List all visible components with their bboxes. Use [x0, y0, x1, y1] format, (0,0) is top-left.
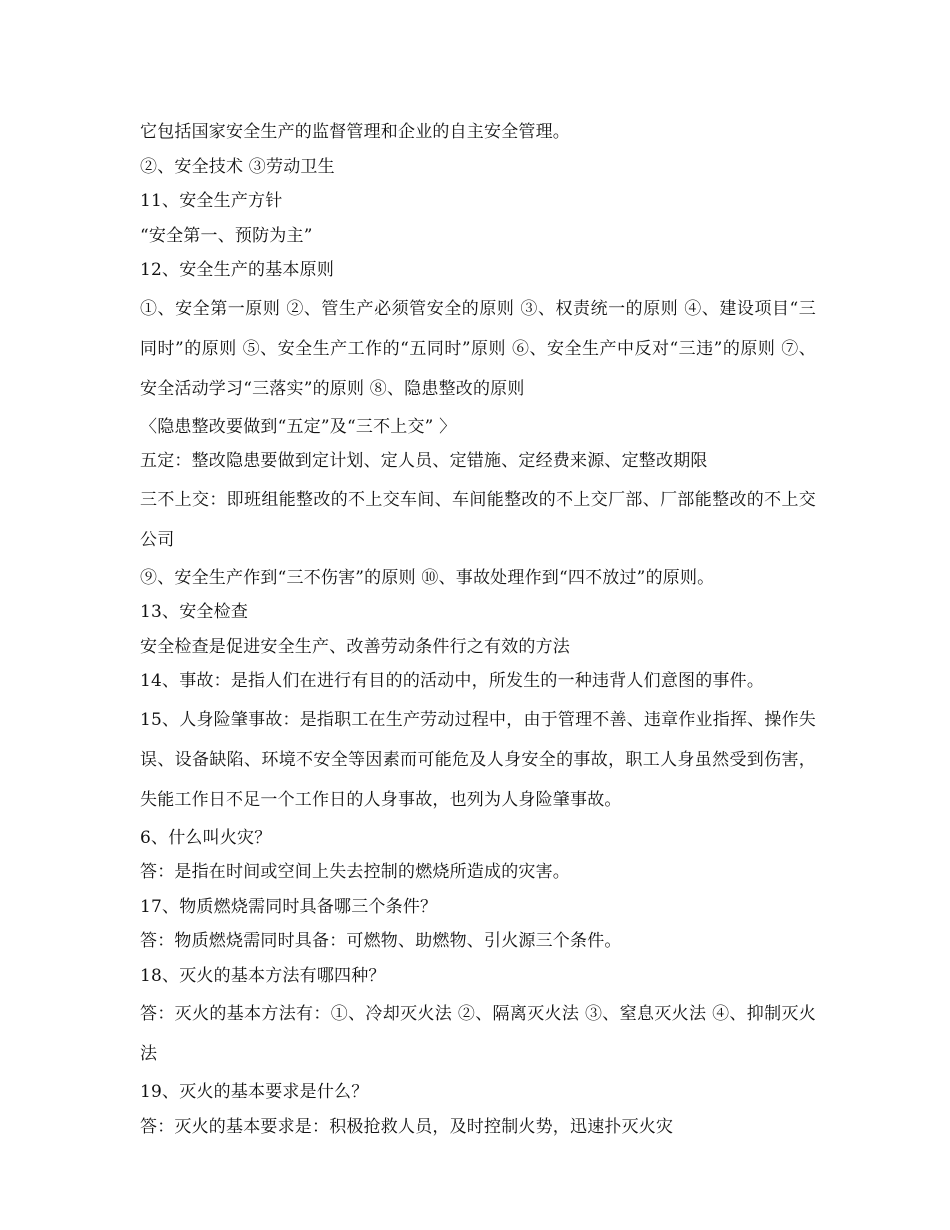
question-line: 18、灭火的基本方法有哪四种？ [140, 965, 386, 986]
answer-line: 答：是指在时间或空间上失去控制的燃烧所造成的灾害。 [140, 862, 570, 882]
text-line: ②、安全技术 ③劳动卫生 [140, 156, 335, 177]
section-heading: 12、安全生产的基本原则 [140, 260, 335, 280]
answer-line: 答：物质燃烧需同时具备：可燃物、助燃物、引火源三个条件。 [140, 931, 622, 951]
text-line: 14、事故：是指人们在进行有目的的活动中，所发生的一种违背人们意图的事件。 [140, 671, 765, 691]
text-line: ⑨、安全生产作到“三不伤害”的原则 ⑩、事故处理作到“四不放过”的原则。 [140, 567, 715, 588]
near-miss-paragraph: 15、人身险肇事故：是指职工在生产劳动过程中，由于管理不善、违章作业指挥、操作失误、设备缺陷、环境不安全等因素而可能危及人身安全的事故，职工人身虽然受到伤害，失能工作日不足一个工作日的人身事故，也列为人身险肇事故。 [140, 709, 816, 810]
section-heading: 11、安全生产方针 [140, 191, 283, 211]
text-line: 五定：整改隐患要做到定计划、定人员、定错施、定经费来源、定整改期限 [140, 451, 708, 471]
three-no-paragraph: 三不上交：即班组能整改的不上交车间、车间能整改的不上交厂部、厂部能整改的不上交公司 [140, 489, 816, 550]
question-line: 17、物质燃烧需同时具备哪三个条件？ [140, 896, 438, 917]
question-line: 19、灭火的基本要求是什么？ [140, 1082, 369, 1102]
text-line: 它包括国家安全生产的监督管理和企业的自主安全管理。 [140, 122, 570, 142]
document-body [140, 115, 816, 1144]
principles-paragraph: ①、安全第一原则 ②、管生产必须管安全的原则 ③、权责统一的原则 ④、建设项目“三同时”的原则 ⑤、安全生产工作的“五同时”原则 ⑥、安全生产中反对“三违”的原则 ⑦、安全活动学习“三落实”的原则 ⑧、隐患整改的原则 [140, 298, 816, 399]
question-line: 6、什么叫火灾？ [140, 827, 272, 848]
methods-paragraph: 答：灭火的基本方法有：①、冷却灭火法 ②、隔离灭火法 ③、窒息灭火法 ④、抑制灭火法 [140, 1004, 816, 1064]
answer-line: 答：灭火的基本要求是：积极抢救人员，及时控制火势，迅速扑灭火灾 [140, 1116, 674, 1137]
text-line: “安全第一、预防为主” [140, 225, 313, 246]
text-line: 安全检查是促进安全生产、改善劳动条件行之有效的方法 [140, 636, 570, 657]
text-line: 〈隐患整改要做到“五定”及“三不上交” 〉 [140, 416, 457, 437]
section-heading: 13、安全检查 [140, 602, 249, 622]
